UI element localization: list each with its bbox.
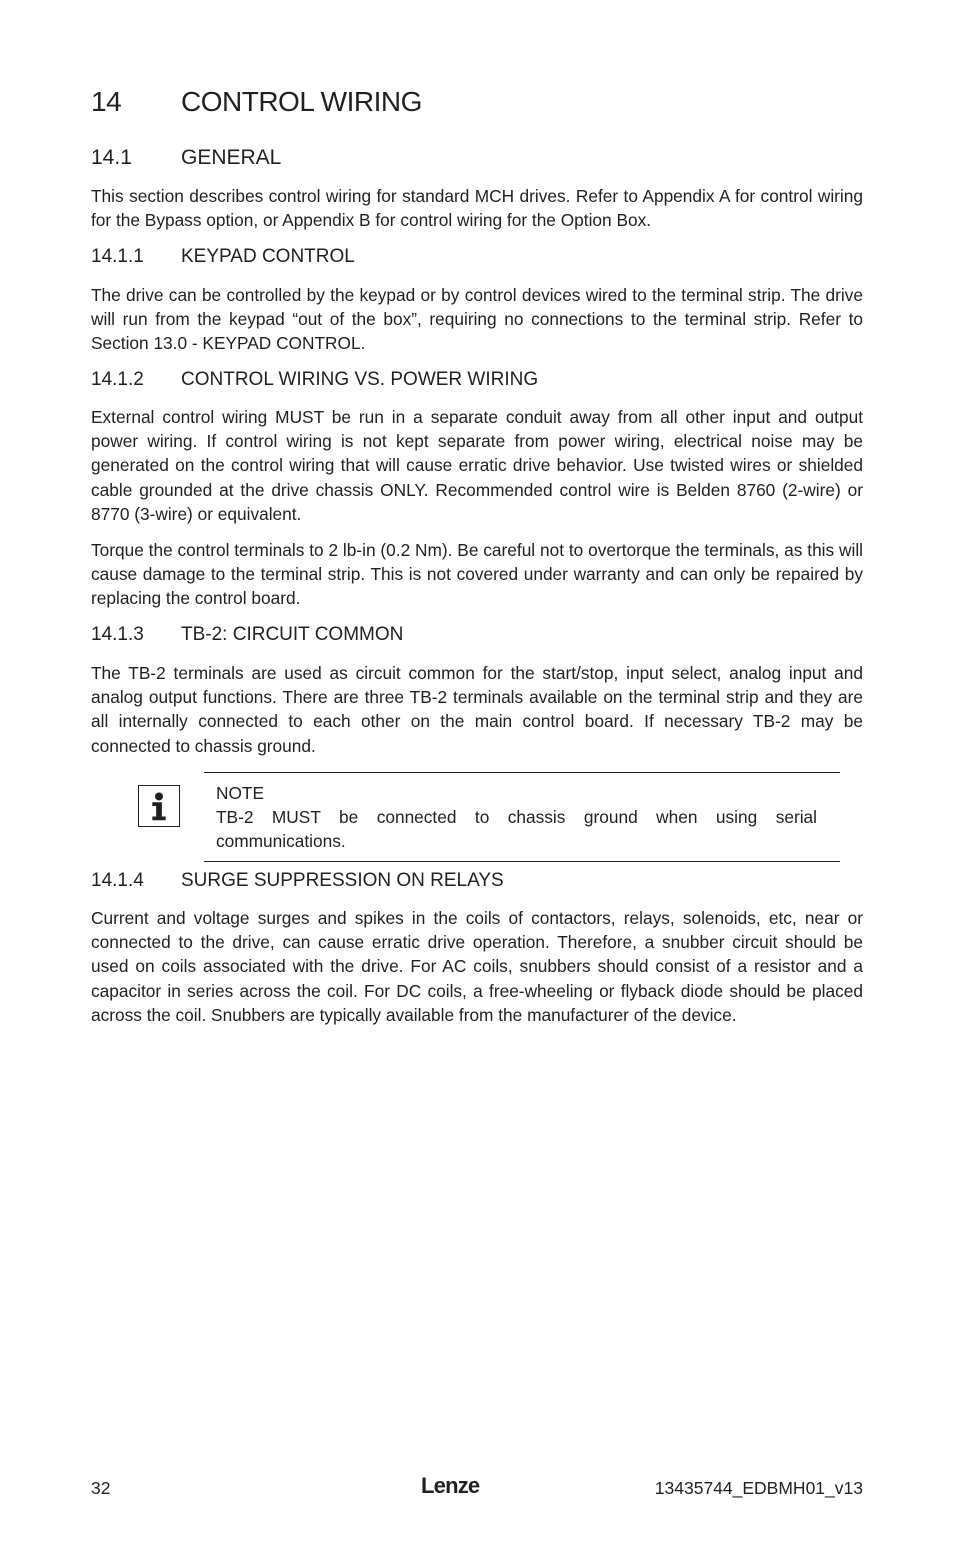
subsection-heading-control-vs-power [91,369,538,391]
note-box [204,772,840,862]
subsection-heading-keypad [91,246,355,268]
info-icon-glyph [139,786,179,826]
subsection-number: 14.1 [91,146,132,169]
document-id: 13435744_EDBMH01_v13 [654,1478,863,1498]
control-vs-power-paragraph-1: External control wiring MUST be run in a separate conduit away from all other input and output power wiring. If control wiring is not kept separate from power wiring, electrical noise may be generated on the control wiring that will cause erratic drive behavior. Use twisted wires or shielded cable grounded at the drive chassis ONLY. Recommended control wire is Belden 8760 (2-wire) or 8770 (3-wire) or equivalent. [91,407,863,524]
info-icon [138,785,180,827]
tb2-paragraph: The TB-2 terminals are used as circuit common for the start/stop, input select, analog input and analog output functions. There are three TB-2 terminals available on the terminal strip and they are all internally connected to each other on the main control board. If necessary TB-2 may be connected to chassis ground. [91,663,863,756]
page-number: 32 [91,1478,111,1498]
subsection-number: 14.1.3 [91,624,144,645]
subsection-title: GENERAL [181,146,282,169]
note-text: TB-2 MUST be connected to chassis ground when using serial communications. [216,807,817,852]
note-title: NOTE [216,783,265,803]
subsection-number: 14.1.4 [91,870,144,891]
subsection-number: 14.1.1 [91,246,144,267]
section-title: CONTROL WIRING [181,86,422,117]
subsection-title: SURGE SUPPRESSION ON RELAYS [181,870,504,891]
subsection-title: TB-2: CIRCUIT COMMON [181,624,404,645]
control-vs-power-paragraph-2: Torque the control terminals to 2 lb-in (0.2 Nm). Be careful not to overtorque the terminals, as this will cause damage to the terminal strip. This is not covered under warranty and can only be repaired by replacing the control board. [91,540,863,609]
subsection-heading-surge [91,870,504,892]
subsection-title: CONTROL WIRING VS. POWER WIRING [181,369,539,390]
section-heading [91,86,422,118]
surge-paragraph: Current and voltage surges and spikes in the coils of contactors, relays, solenoids, etc, near or connected to the drive, can cause erratic drive operation. Therefore, a snubber circuit should be used on coils associated with the drive. For AC coils, snubbers should consist of a resistor and a capacitor in series across the coil. For DC coils, a free-wheeling or flyback diode should be placed across the coil. Snubbers are typically available from the manufacturer of the device. [91,908,863,1025]
keypad-paragraph: The drive can be controlled by the keypad or by control devices wired to the terminal strip. The drive will run from the keypad “out of the box”, requiring no connections to the terminal strip. Refer to Section 13.0 - KEYPAD CONTROL. [91,285,863,354]
section-number: 14 [91,86,122,117]
lenze-logo: Lenze [421,1473,480,1498]
subsection-heading-general [91,146,281,170]
subsection-heading-tb2 [91,624,403,646]
subsection-number: 14.1.2 [91,369,144,390]
general-paragraph: This section describes control wiring for standard MCH drives. Refer to Appendix A for control wiring for the Bypass option, or Appendix B for control wiring for the Option Box. [91,186,863,231]
subsection-title: KEYPAD CONTROL [181,246,355,267]
